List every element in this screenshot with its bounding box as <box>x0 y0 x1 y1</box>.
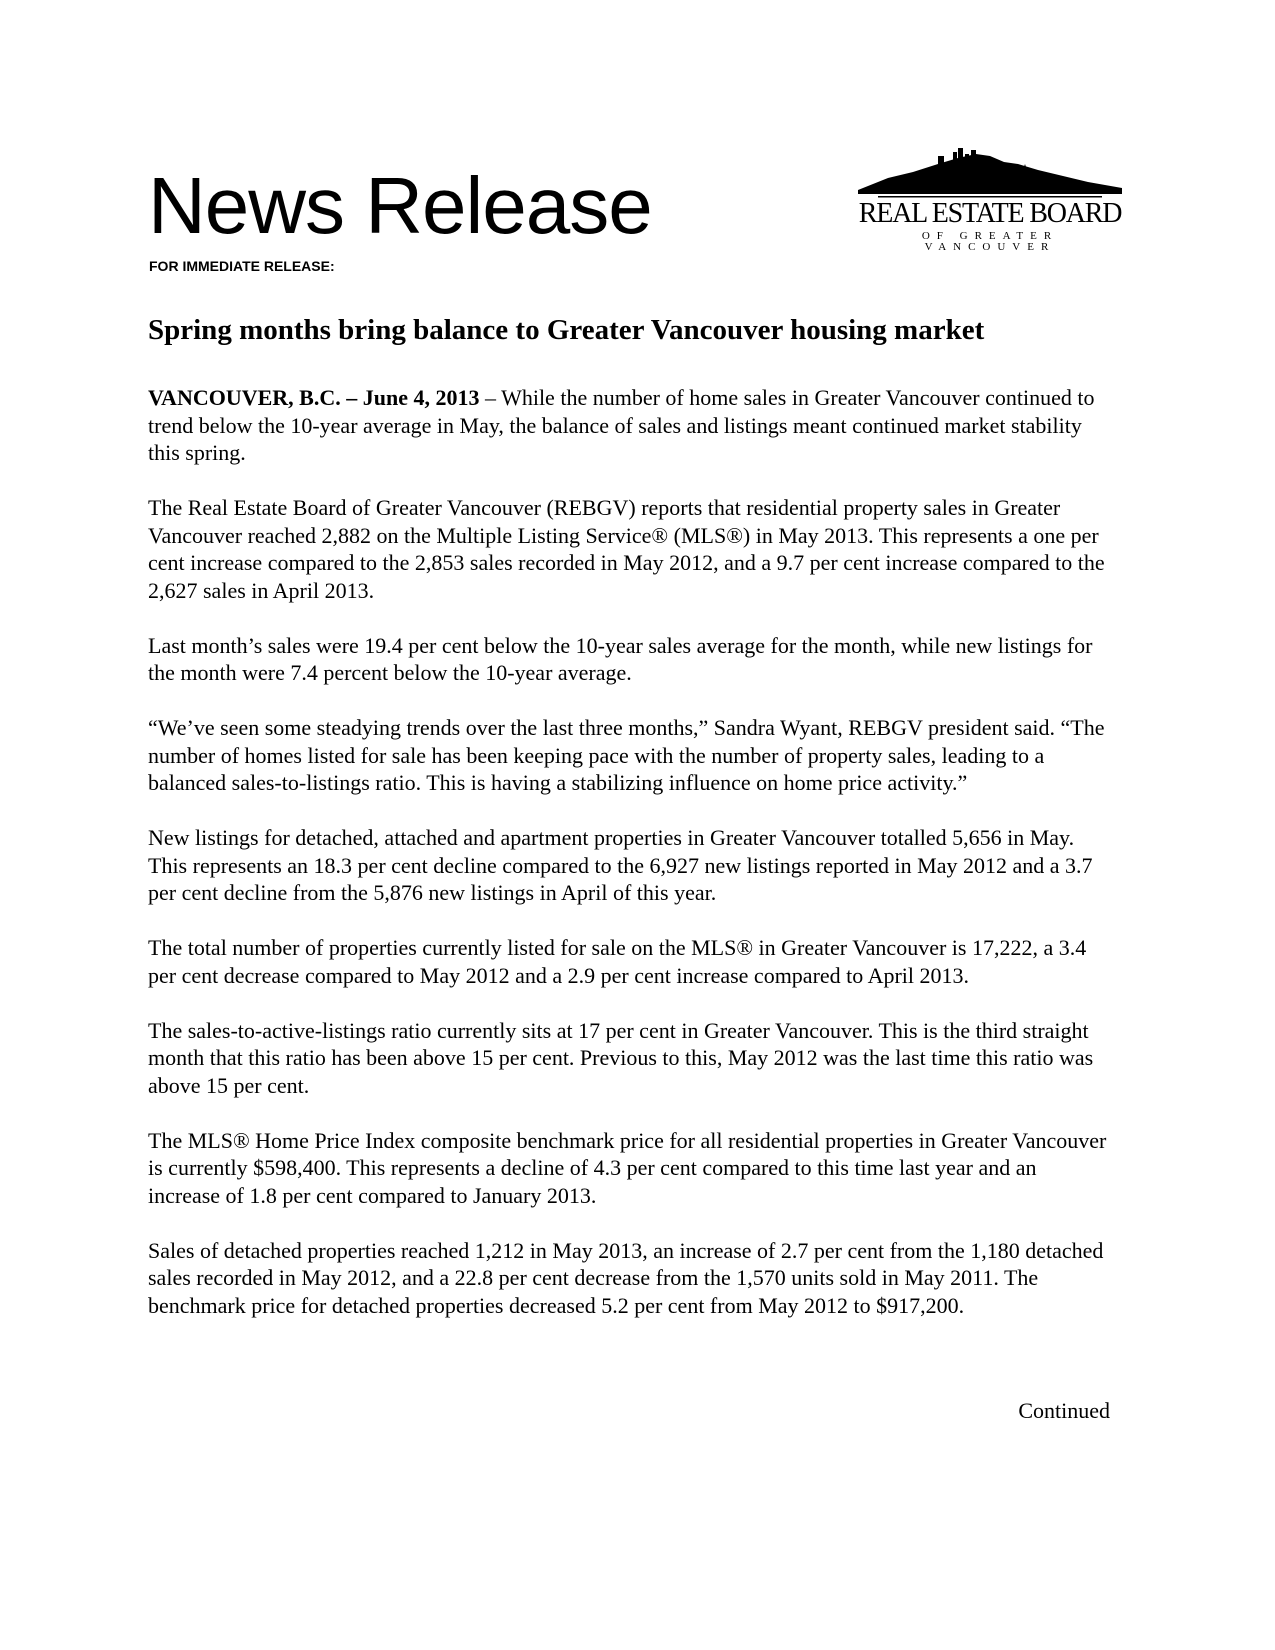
paragraph: The Real Estate Board of Greater Vancouver (REBGV) reports that residential property sales in Greater Vancouver reached 2,882 on the Multiple Listing Service® (MLS®) in May 2013. This represents a one per cent increase compared to the 2,853 sales recorded in May 2012, and a 9.7 per cent increase compared to the 2,627 sales in April 2013. <box>148 495 1105 603</box>
lead-text: – While the number of home sales in Greater Vancouver continued to trend below the 10-year average in May, the balance of sales and listings meant continued market stability this spring. <box>148 385 1095 465</box>
article-body <box>148 384 1108 1347</box>
logo-subtitle: OF GREATER VANCOUVER <box>921 230 1059 253</box>
paragraph: The MLS® Home Price Index composite benchmark price for all residential properties in Greater Vancouver is currently $598,400. This represents a decline of 4.3 per cent compared to this time last year and an increase of 1.8 per cent compared to January 2013. <box>148 1127 1107 1208</box>
paragraph-lead <box>148 384 1108 467</box>
paragraph: New listings for detached, attached and apartment properties in Greater Vancouver totalled 5,656 in May. This represents an 18.3 per cent decline compared to the 6,927 new listings reported in May 2012 and a 3.7 per cent decline from the 5,876 new listings in April of this year. <box>148 825 1093 905</box>
paragraph: The total number of properties currently listed for sale on the MLS® in Greater Vancouver is 17,222, a 3.4 per cent decrease compared to May 2012 and a 2.9 per cent increase compared to April 2013. <box>148 935 1087 988</box>
dateline: VANCOUVER, B.C. – June 4, 2013 <box>148 385 480 410</box>
vancouver-skyline-icon <box>858 148 1122 200</box>
logo-name: REAL ESTATE BOARD <box>858 198 1122 229</box>
headline: Spring months bring balance to Greater Vancouver housing market <box>148 314 985 346</box>
paragraph: Last month’s sales were 19.4 per cent below the 10-year sales average for the month, while new listings for the month were 7.4 percent below the 10-year average. <box>148 632 1093 685</box>
paragraph: Sales of detached properties reached 1,212 in May 2013, an increase of 2.7 per cent from the 1,180 detached sales recorded in May 2012, and a 22.8 per cent decrease from the 1,570 units sold in May 2011. The benchmark price for detached properties decreased 5.2 per cent from May 2012 to $917,200. <box>148 1237 1104 1318</box>
continued-label: Continued <box>1018 1398 1110 1423</box>
paragraph: “We’ve seen some steadying trends over the last three months,” Sandra Wyant, REBGV president said. “The number of homes listed for sale has been keeping pace with the number of property sales, leading to a balanced sales-to-listings ratio. This is having a stabilizing influence on home price activity.” <box>148 715 1105 795</box>
board-logo <box>858 148 1122 253</box>
document-title: News Release <box>148 161 652 250</box>
release-tag: FOR IMMEDIATE RELEASE: <box>149 258 335 274</box>
paragraph: The sales-to-active-listings ratio currently sits at 17 per cent in Greater Vancouver. This is the third straight month that this ratio has been above 15 per cent. Previous to this, May 2012 was the last time this ratio was above 15 per cent. <box>148 1017 1094 1098</box>
